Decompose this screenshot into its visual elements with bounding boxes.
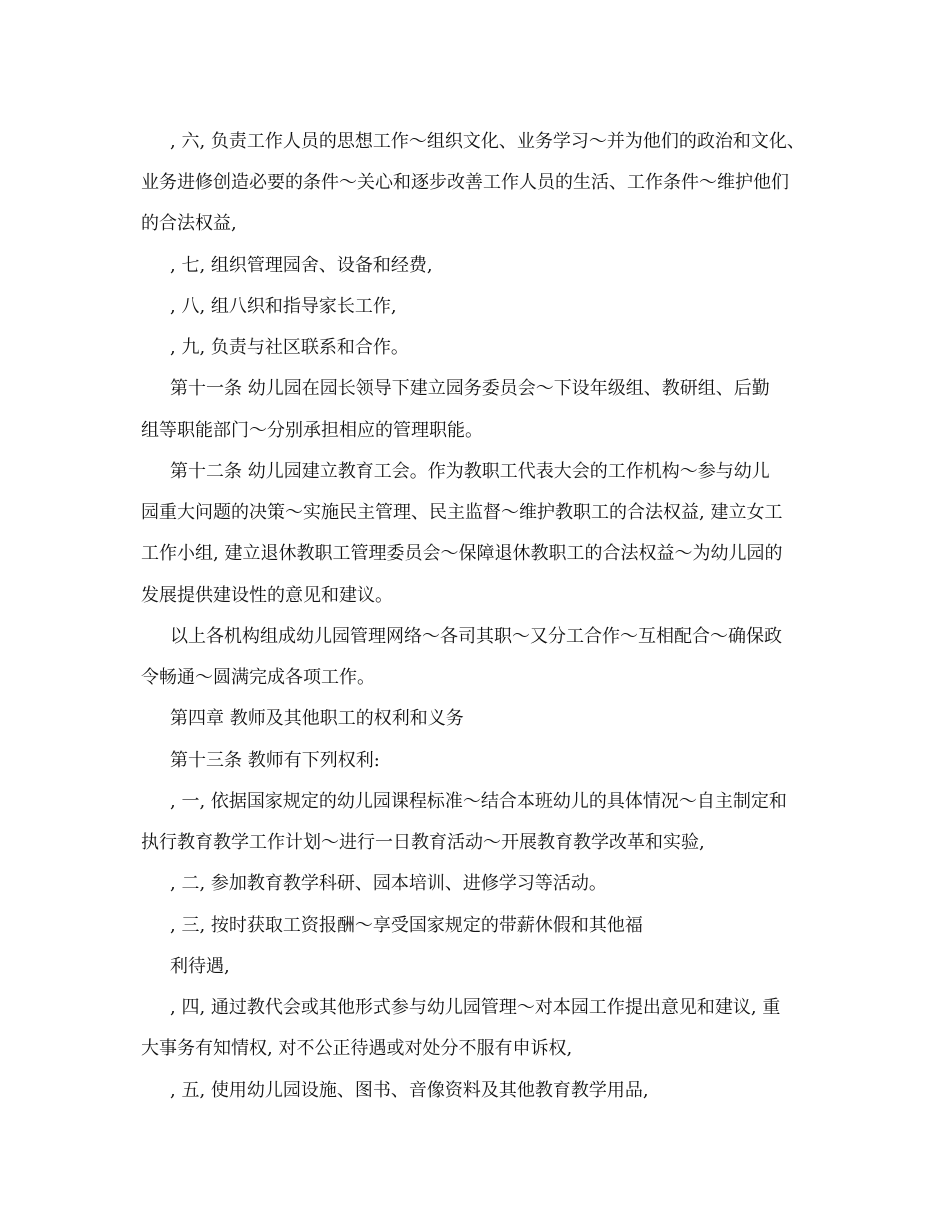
text-line: , 九, 负责与社区联系和合作。 — [170, 337, 409, 358]
chapter-4-heading: 第四章 教师及其他职工的权利和义务 — [170, 708, 464, 729]
text-line: , 七, 组织管理园舍、设备和经费, — [170, 255, 433, 276]
text-line: , 四, 通过教代会或其他形式参与幼儿园管理～对本园工作提出意见和建议, 重 — [170, 997, 781, 1018]
text-line: , 六, 负责工作人员的思想工作～组织文化、业务学习～并为他们的政治和文化、 — [170, 131, 805, 152]
text-line: , 五, 使用幼儿园设施、图书、音像资料及其他教育教学用品, — [170, 1080, 649, 1101]
text-line: , 一, 依据国家规定的幼儿园课程标准～结合本班幼儿的具体情况～自主制定和 — [170, 791, 787, 812]
text-line: 执行教育教学工作计划～进行一日教育活动～开展教育教学改革和实验, — [141, 832, 705, 853]
text-line: , 二, 参加教育教学科研、园本培训、进修学习等活动。 — [170, 873, 607, 894]
text-line: 利待遇, — [170, 956, 230, 977]
article-12-heading-line: 第十二条 幼儿园建立教育工会。作为教职工代表大会的工作机构～参与幼儿 — [170, 461, 770, 482]
article-13-heading-line: 第十三条 教师有下列权利: — [170, 750, 380, 771]
article-11-heading-line: 第十一条 幼儿园在园长领导下建立园务委员会～下设年级组、教研组、后勤 — [170, 378, 770, 399]
text-line: 的合法权益, — [141, 213, 237, 234]
text-line: 业务进修创造必要的条件～关心和逐步改善工作人员的生活、工作条件～维护他们 — [141, 172, 789, 193]
text-line: 令畅通～圆满完成各项工作。 — [141, 667, 375, 688]
text-line: 大事务有知情权, 对不公正待遇或对处分不服有申诉权, — [141, 1038, 573, 1059]
text-line: 园重大问题的决策～实施民主管理、民主监督～维护教职工的合法权益, 建立女工 — [141, 502, 783, 523]
text-line: 组等职能部门～分别承担相应的管理职能。 — [141, 420, 483, 441]
text-line: 发展提供建设性的意见和建议。 — [141, 585, 393, 606]
text-line: 工作小组, 建立退休教职工管理委员会～保障退休教职工的合法权益～为幼儿园的 — [141, 543, 783, 564]
text-line: 以上各机构组成幼儿园管理网络～各司其职～又分工合作～互相配合～确保政 — [170, 626, 782, 647]
text-line: , 八, 组八织和指导家长工作, — [170, 296, 397, 317]
text-line: , 三, 按时获取工资报酬～享受国家规定的带薪休假和其他福 — [170, 915, 643, 936]
